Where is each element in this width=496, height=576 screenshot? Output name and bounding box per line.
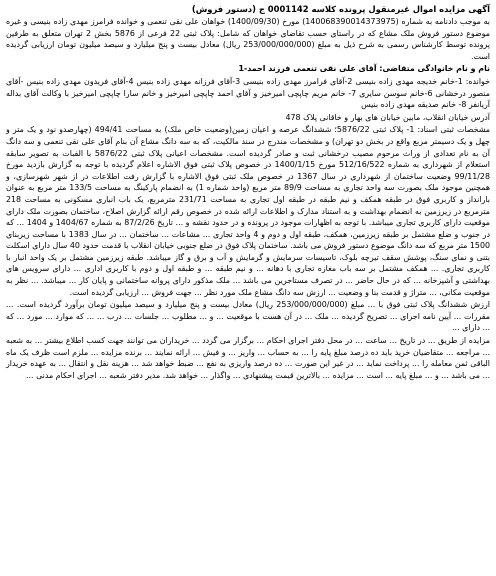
address-line: آدرس خیابان انقلاب، مابین خیابان های بهار و خاقانی پلاک 478 [285, 112, 490, 122]
closing-text: مزایده از طریق ... در تاریخ ... ساعت ... در محل دفتر اجرای احکام ... برگزار می گردد ... خریداران می توانند جهت کسب اطلاع بیشتر ... به شعبه ... مراجعه ... متقاضیان خرید باید ده درصد مبلغ پایه را ... به حساب ... واریز ... و فیش ... ارائه نمایند ... برنده مزایده ... ملزم است ظرف یک ماه الباقی ثمن معامله را ... پرداخت نماید ... در غیر این صورت ... ده درصد واریزی به نفع ... ضبط خواهد شد ... هزینه نقل و انتقال ... به عهده خریدار ... می باشد ... و ... مبلغ پایه ... است ... مزایده ... بالاترین قیمت پیشنهادی ... واگذار ... خواهد شد. مدیر دفتر شعبه ... اجرای احکام مدنی ... [6, 336, 490, 380]
valuation-text: ارزش ششدانگ پلاک ثبتی فوق با ... مبلغ (253/000/000/000 ریال) معادل بیست و پنج میلیارد و سیصد میلیون تومان برآورد گردیده است. ... مقررات ... آیین نامه اجرای ... تصریح گردیده ... ملک ... در آن هست با موقعیت ... و ... مطلوب ... جلسات ... درب ... ... که موارد ... مورد ... که ... دارای ... [6, 300, 490, 333]
property-specs: مشخصات ثبتی اسناد: 1- پلاک ثبتی 5876/22؛ ششدانگ عرصه و اعیان زمین(وضعیت خاص ملک) به مساحت 494/41 (چهارصدو نود و یک متر و چهل و یک دسیمتر مربع واقع در بخش دو تهران) و مشخصات مندرج در سند مالکیت، که به سه دانگ مشاع آن بنام آقای علی نقی تنعمی و سه دانگ آن به نام تعدادی از وراث مرحوم مصیب درخشانی ثبت و صادر گردیده است. مشخصات اعیانی پلاک ثبتی 5876/22 با الفبات به تصویر سابقه استعلام از شهرداری به شماره 512/16/522 مورخ 1400/1/15 در خصوص پلاک ثبتی فوق الاشاره اعلام گردیده با توجه به گزارش بازدید مورخ 99/11/28 وضعیت ساختمان از شهرداری در سال 1367 در خصوص ملک ثبتی فوق الاشاره با گزارش رفت اطلاعات در از شهر شهرسازی، و همچنین موجود ملک بصورت سه واحد تجاری به مساحت 89/9 متر مربع (واحد شماره 1) به انضمام پارکینگ به مساحت 133/5 متر مربع به عنوان بارانداز و کاربری فوق در طبقه همکف و نیم طبقه در طبقه اول تجاری به مساحت 231/71 مترمربع، یک باب انباری مسکونی به مساحت 218 مترمربع در زیرزمین به انضمام بهداشت و به استناد مدارک و اطلاعات ارائه شده در خصوص رقم ارائه گزارش اصلاح، ساختمان بصورت ملک دارای موقعیت دارای کاربری تجاری میباشد. با توجه به اظهارات موجود در پرونده و در حدود نقشه و ... تاریخ 87/2/26 به شماره 1404/67 و 1404 ... که در جنوب و ضلع مشتمل بر طبقه زیرزمین، همکف، طبقه اول و دوم و 4 واحد تجاری ... مشاعات ... ساختمان ... در سال 1383 با مساحت زیربنای 1500 متر مربع که سه دانگ موضوع دستور فروش می باشد. ساختمان پلاک فوق در ضلع جنوبی خیابان انقلاب با قدمت حدود 40 سال دارای اسکلت بتنی و نمای سنگ، پوشش سقف تیرچه بلوک، تاسیسات سرمایش و گرمایش و آب و برق و گاز میباشد. طبقه زیرزمین مشتمل بر یک واحد انبار با کاربری تجاری. ... همکف مشتمل بر سه باب مغازه تجاری با دهانه ... و نیم طبقه ... و طبقه اول و دوم با کاربری اداری ... دارای سرویس های بهداشتی و آشپزخانه ... که در حال حاضر ... در تصرف مستاجرین می باشد ... ملک مذکور دارای پروانه ساختمانی و پایان کار ... میباشد. ... نظر به موقعیت مکانی، ... متراژ و قدمت بنا و وضعیت ... ارزش سه دانگ مشاع ملک مورد نظر ... جهت فروش ... ارزیابی گردیده است. [6, 125, 491, 297]
respondents-line: خوانده: 1-خانم خدیجه مهدی زاده بنیسی 2-آقای فرامرز مهدی زاده بنیسی 3-آقای فرزانه مهدی زاده بنیس 4-آقای فریدون مهدی زاده بنیس -آقای منصور درخشانی 6-خانم سوسن سایری 7- خانم مریم چاپچی امیرخیز و آقای احمد چاپچی امیرخیز و خانم سارا چاپچی امیرخیز با وکالت آقای بداله آریانفر 8- خانم صدیقه مهدی زاده بنیس [6, 76, 490, 110]
notice-intro: به موجب دادنامه به شماره (140068390014373975) مورخ (1400/09/30) خواهان علی نقی تنعمی و خوانده فرامرز مهدی زاده بنیسی و غیره موضوع دستور فروش ملک مشاع که در راستای حسب تقاضای خواهان که شامل: پلاک ثبتی 22 فرعی از 5876 بخش 2 تهران متعلق به طرفین پرونده توسط کارشناس رسمی به شرح ذیل به مبلغ (253/000/000/000 ریال) معادل بیست و پنج میلیارد و سیصد میلیون تومان ارزیابی گردیده است. [6, 17, 490, 61]
notice-title: آگهی مزایده اموال غیرمنقول پرونده کلاسه 0001142 ج (دستور فروش) [191, 4, 490, 14]
applicant-line: نام و نام خانوادگی متقاضی: آقای علی نقی تنعمی فرزند احمد-1 [238, 64, 490, 74]
